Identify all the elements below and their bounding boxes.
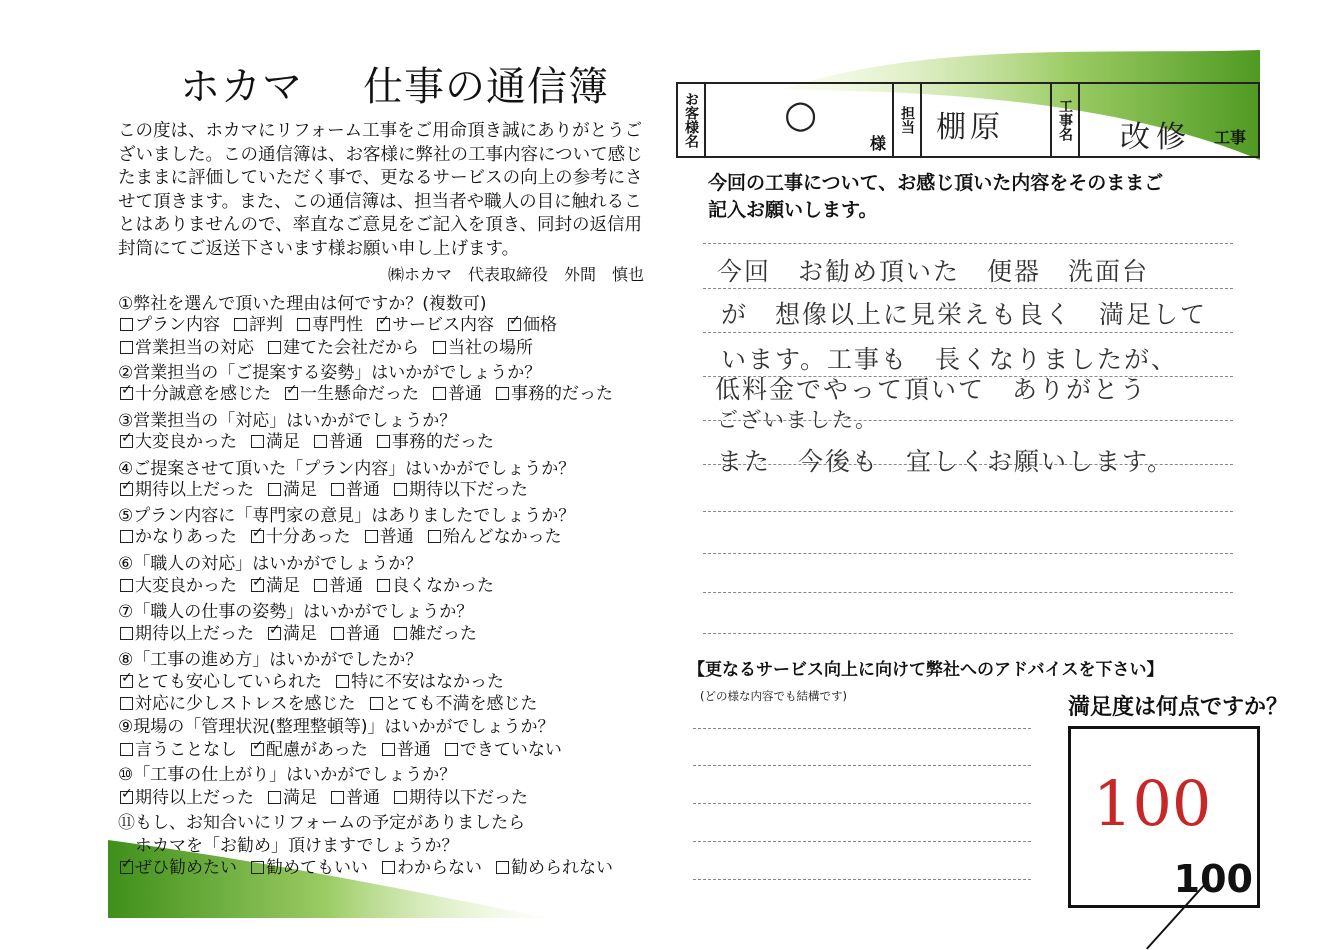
question-9: ⑨現場の「管理状況(整理整頓等)」はいかがでしょうか？ bbox=[118, 717, 555, 737]
staff-cell bbox=[922, 84, 1052, 156]
option-item[interactable] bbox=[508, 315, 557, 335]
checkbox-icon[interactable] bbox=[120, 341, 133, 354]
question-5: ⑤プラン内容に「専門家の意見」はありましたでしょうか？ bbox=[118, 506, 576, 526]
checked-box-icon[interactable] bbox=[120, 387, 133, 400]
prompt-line: 記入お願いします。 bbox=[708, 199, 878, 221]
checked-box-icon[interactable] bbox=[251, 530, 264, 543]
checkbox-icon[interactable] bbox=[120, 530, 133, 543]
checked-box-icon[interactable] bbox=[120, 435, 133, 448]
option-label: 良くなかった bbox=[392, 576, 494, 596]
option-label: 普通 bbox=[329, 576, 363, 596]
checkbox-icon[interactable] bbox=[331, 627, 344, 640]
checked-box-icon[interactable] bbox=[120, 483, 133, 496]
option-label: 当社の場所 bbox=[448, 338, 533, 358]
option-label: 普通 bbox=[346, 624, 380, 644]
handwritten-line: 低料金でやって頂いて ありがとう bbox=[715, 375, 1148, 404]
option-label: 満足 bbox=[283, 480, 317, 500]
option-item[interactable] bbox=[433, 338, 533, 358]
option-label: 大変良かった bbox=[135, 432, 237, 452]
checkbox-icon[interactable] bbox=[428, 530, 441, 543]
checkbox-icon[interactable] bbox=[370, 697, 383, 710]
option-item[interactable] bbox=[285, 384, 419, 404]
checked-box-icon[interactable] bbox=[120, 861, 133, 874]
checkbox-icon[interactable] bbox=[251, 435, 264, 448]
option-label: 特に不安はなかった bbox=[351, 672, 504, 692]
checkbox-icon[interactable] bbox=[433, 341, 446, 354]
checkbox-icon[interactable] bbox=[268, 341, 281, 354]
option-label: 勧めてもいい bbox=[266, 858, 368, 878]
checkbox-icon[interactable] bbox=[336, 675, 349, 688]
customer-value: ○ bbox=[784, 92, 818, 136]
option-label: 期待以上だった bbox=[135, 624, 254, 644]
option-label: 配慮があった bbox=[266, 740, 368, 760]
handwritten-line: また 今後も 宜しくお願いします。 bbox=[717, 447, 1175, 476]
option-item[interactable] bbox=[120, 858, 237, 878]
checkbox-icon[interactable] bbox=[445, 743, 458, 756]
option-label: 期待以上だった bbox=[135, 480, 254, 500]
option-item[interactable] bbox=[428, 527, 562, 547]
option-label: プラン内容 bbox=[135, 315, 220, 335]
option-label: 普通 bbox=[396, 740, 431, 760]
option-label: 事務的だった bbox=[511, 384, 613, 404]
checkbox-icon[interactable] bbox=[268, 791, 281, 804]
checked-box-icon[interactable] bbox=[285, 387, 298, 400]
option-item[interactable] bbox=[496, 858, 613, 878]
checkbox-icon[interactable] bbox=[394, 627, 407, 640]
option-item[interactable] bbox=[251, 576, 300, 596]
option-item[interactable] bbox=[394, 624, 477, 644]
option-item[interactable] bbox=[120, 315, 220, 335]
checkbox-icon[interactable] bbox=[496, 861, 509, 874]
option-item[interactable] bbox=[377, 315, 494, 335]
option-item[interactable] bbox=[331, 480, 380, 500]
option-label: 建てた会社だから bbox=[283, 338, 419, 358]
question-11-line2: ホカマを「お勧め」頂けますでしょうか？ bbox=[135, 836, 459, 856]
company-name: ホカマ bbox=[180, 64, 303, 110]
option-item[interactable] bbox=[445, 740, 562, 760]
question-3: ③営業担当の「対応」はいかがでしょうか？ bbox=[118, 411, 457, 431]
option-item[interactable] bbox=[268, 480, 317, 500]
work-cell bbox=[1080, 84, 1258, 156]
question-2: ②営業担当の「ご提案する姿勢」はいかがでしょうか？ bbox=[118, 363, 542, 383]
option-label: できていない bbox=[459, 740, 562, 760]
checkbox-icon[interactable] bbox=[331, 483, 344, 496]
option-item[interactable] bbox=[268, 338, 419, 358]
option-item[interactable] bbox=[314, 576, 363, 596]
checked-box-icon[interactable] bbox=[508, 318, 521, 331]
checked-box-icon[interactable] bbox=[251, 579, 264, 592]
checked-box-icon[interactable] bbox=[268, 627, 281, 640]
option-label: 期待以上だった bbox=[135, 788, 254, 808]
handwritten-line: 今回 お勧め頂いた 便器 洗面台 bbox=[717, 257, 1150, 286]
intro-line: とはありませんので、率直なご意見をご記入を頂き、同封の返信用 bbox=[118, 215, 642, 235]
intro-line: ざいました。この通信簿は、お客様に弊社の工事内容について感じ bbox=[118, 144, 643, 165]
option-item[interactable] bbox=[120, 788, 254, 808]
staff-value: 棚原 bbox=[936, 110, 1004, 145]
option-item[interactable] bbox=[314, 432, 363, 452]
question-1: ①弊社を選んで頂いた理由は何ですか？(複数可) bbox=[118, 294, 487, 314]
option-item[interactable] bbox=[268, 788, 317, 808]
checkbox-icon[interactable] bbox=[382, 861, 395, 874]
option-label: 普通 bbox=[329, 432, 363, 452]
option-label: 満足 bbox=[266, 432, 300, 452]
option-label: サービス内容 bbox=[392, 315, 494, 335]
work-label: 工事名 bbox=[1052, 84, 1080, 156]
intro-line: たままに評価していただく事で、更なるサービスの向上の参考にさ bbox=[118, 168, 643, 188]
option-item[interactable] bbox=[120, 576, 237, 596]
option-row bbox=[120, 427, 508, 452]
option-item[interactable] bbox=[251, 740, 368, 760]
handwritten-line: ございました。 bbox=[717, 408, 878, 432]
option-label: とても安心していられた bbox=[135, 672, 322, 692]
question-8: ⑧「工事の進め方」はいかがでしたか？ bbox=[118, 650, 423, 670]
checkbox-icon[interactable] bbox=[120, 697, 133, 710]
question-7: ⑦「職人の仕事の姿勢」はいかがでしょうか？ bbox=[118, 602, 474, 622]
checkbox-icon[interactable] bbox=[394, 791, 407, 804]
checkbox-icon[interactable] bbox=[331, 791, 344, 804]
option-item[interactable] bbox=[251, 858, 368, 878]
option-item[interactable] bbox=[120, 432, 237, 452]
option-item[interactable] bbox=[120, 338, 254, 358]
checkbox-icon[interactable] bbox=[496, 387, 509, 400]
customer-label: お客様名 bbox=[678, 84, 706, 156]
option-item[interactable] bbox=[120, 527, 237, 547]
checkbox-icon[interactable] bbox=[251, 861, 264, 874]
option-label: 評判 bbox=[249, 315, 283, 335]
option-item[interactable] bbox=[251, 432, 300, 452]
option-label: 殆んどなかった bbox=[442, 527, 562, 547]
impressions-prompt bbox=[708, 168, 1163, 222]
page-title bbox=[180, 55, 609, 112]
option-row bbox=[120, 310, 571, 335]
intro-text bbox=[118, 120, 658, 261]
option-label: 専門性 bbox=[312, 315, 363, 335]
option-row bbox=[120, 619, 491, 644]
option-label: 満足 bbox=[283, 624, 317, 644]
customer-cell bbox=[706, 84, 894, 156]
option-item[interactable] bbox=[120, 694, 356, 714]
question-4: ④ご提案させて頂いた「プラン内容」はいかがでしょうか？ bbox=[118, 459, 576, 479]
option-item[interactable] bbox=[234, 315, 283, 335]
option-label: 価格 bbox=[523, 315, 557, 335]
option-item[interactable] bbox=[370, 694, 538, 714]
prompt-line: 今回の工事について、お感じ頂いた内容をそのままご bbox=[708, 172, 1164, 194]
checkbox-icon[interactable] bbox=[314, 579, 327, 592]
work-value: 改修 bbox=[1120, 120, 1192, 155]
option-item[interactable] bbox=[331, 788, 380, 808]
option-label: ぜひ勧めたい bbox=[135, 858, 237, 878]
option-label: とても不満を感じた bbox=[384, 694, 538, 714]
option-item[interactable] bbox=[365, 527, 414, 547]
option-item[interactable] bbox=[382, 858, 482, 878]
option-label: わからない bbox=[397, 858, 482, 878]
option-row bbox=[120, 853, 627, 878]
checkbox-icon[interactable] bbox=[120, 743, 133, 756]
option-item[interactable] bbox=[377, 432, 494, 452]
option-label: 満足 bbox=[266, 576, 300, 596]
option-row bbox=[120, 379, 627, 404]
option-label: 対応に少しストレスを感じた bbox=[135, 694, 356, 714]
option-row bbox=[120, 783, 542, 808]
advice-title: 【更なるサービス向上に向けて弊社へのアドバイスを下さい】 bbox=[688, 660, 1164, 680]
option-item[interactable] bbox=[268, 624, 317, 644]
option-item[interactable] bbox=[382, 740, 431, 760]
option-row bbox=[120, 689, 552, 714]
option-item[interactable] bbox=[120, 624, 254, 644]
checkbox-icon[interactable] bbox=[234, 318, 247, 331]
option-row bbox=[120, 571, 508, 596]
option-label: 普通 bbox=[346, 788, 380, 808]
option-label: 期待以下だった bbox=[409, 788, 528, 808]
work-suffix: 工事 bbox=[1213, 128, 1246, 147]
checkbox-icon[interactable] bbox=[268, 483, 281, 496]
checkbox-icon[interactable] bbox=[314, 435, 327, 448]
score-value: 100 bbox=[1093, 767, 1212, 840]
option-item[interactable] bbox=[433, 384, 482, 404]
customer-suffix: 様 bbox=[869, 134, 886, 153]
option-item[interactable] bbox=[496, 384, 613, 404]
option-label: かなりあった bbox=[135, 527, 237, 547]
option-label: 期待以下だった bbox=[409, 480, 528, 500]
question-11: ⑪もし、お知合いにリフォームの予定がありましたら bbox=[118, 813, 526, 833]
checkbox-icon[interactable] bbox=[377, 435, 390, 448]
option-row bbox=[120, 735, 576, 760]
intro-line: この度は、ホカマにリフォーム工事をご用命頂き誠にありがとうご bbox=[118, 121, 643, 141]
question-6: ⑥「職人の対応」はいかがでしょうか？ bbox=[118, 554, 423, 574]
intro-line: 封筒にてご返送下さいます様お願い申し上げます。 bbox=[118, 238, 520, 259]
option-row bbox=[120, 522, 576, 547]
option-label: 普通 bbox=[448, 384, 482, 404]
checked-box-icon[interactable] bbox=[251, 743, 264, 756]
option-label: 十分誠意を感じた bbox=[135, 384, 271, 404]
option-label: 勧められない bbox=[511, 858, 613, 878]
option-label: 十分あった bbox=[265, 527, 351, 547]
option-row bbox=[120, 475, 542, 500]
intro-line: せて頂きます。また、この通信簿は、担当者や職人の目に触れるこ bbox=[118, 191, 642, 212]
option-label: 満足 bbox=[283, 788, 317, 808]
option-label: 一生懸命だった bbox=[300, 384, 419, 404]
option-label: 言うことなし bbox=[135, 740, 237, 760]
question-10: ⑩「工事の仕上がり」はいかがでしょうか？ bbox=[118, 765, 457, 785]
score-max: 100 bbox=[1173, 857, 1253, 901]
handwritten-line: います。工事も 長くなりましたが、 bbox=[721, 345, 1179, 374]
header-table bbox=[676, 82, 1260, 158]
checked-box-icon[interactable] bbox=[120, 675, 133, 688]
signature: ㈱ホカマ 代表取締役 外間 慎也 bbox=[388, 265, 645, 284]
option-label: 事務的だった bbox=[392, 432, 494, 452]
option-item[interactable] bbox=[394, 480, 528, 500]
checkbox-icon[interactable] bbox=[120, 579, 133, 592]
option-item[interactable] bbox=[394, 788, 528, 808]
checkbox-icon[interactable] bbox=[297, 318, 310, 331]
option-label: 普通 bbox=[379, 527, 414, 547]
option-item[interactable] bbox=[120, 384, 271, 404]
checkbox-icon[interactable] bbox=[433, 387, 446, 400]
score-title: 満足度は何点ですか？ bbox=[1068, 695, 1289, 720]
checkbox-icon[interactable] bbox=[394, 483, 407, 496]
checked-box-icon[interactable] bbox=[120, 791, 133, 804]
score-box bbox=[1068, 726, 1260, 908]
option-item[interactable] bbox=[120, 740, 237, 760]
option-row bbox=[120, 333, 547, 358]
checkbox-icon[interactable] bbox=[120, 318, 133, 331]
staff-label: 担当 bbox=[894, 84, 922, 156]
option-label: 大変良かった bbox=[135, 576, 237, 596]
checked-box-icon[interactable] bbox=[377, 318, 390, 331]
option-item[interactable] bbox=[297, 315, 363, 335]
checkbox-icon[interactable] bbox=[382, 743, 395, 756]
advice-subtitle: (どの様な内容でも結構です) bbox=[700, 689, 847, 703]
option-item[interactable] bbox=[377, 576, 494, 596]
option-item[interactable] bbox=[331, 624, 380, 644]
checkbox-icon[interactable] bbox=[120, 627, 133, 640]
checkbox-icon[interactable] bbox=[365, 530, 378, 543]
option-label: 雑だった bbox=[409, 624, 477, 644]
checkbox-icon[interactable] bbox=[377, 579, 390, 592]
option-label: 営業担当の対応 bbox=[135, 338, 254, 358]
handwritten-line: が 想像以上に見栄えも良く 満足して bbox=[721, 300, 1208, 329]
option-item[interactable] bbox=[120, 480, 254, 500]
document-title: 仕事の通信簿 bbox=[363, 64, 609, 110]
option-label: 普通 bbox=[346, 480, 380, 500]
option-item[interactable] bbox=[251, 527, 351, 547]
